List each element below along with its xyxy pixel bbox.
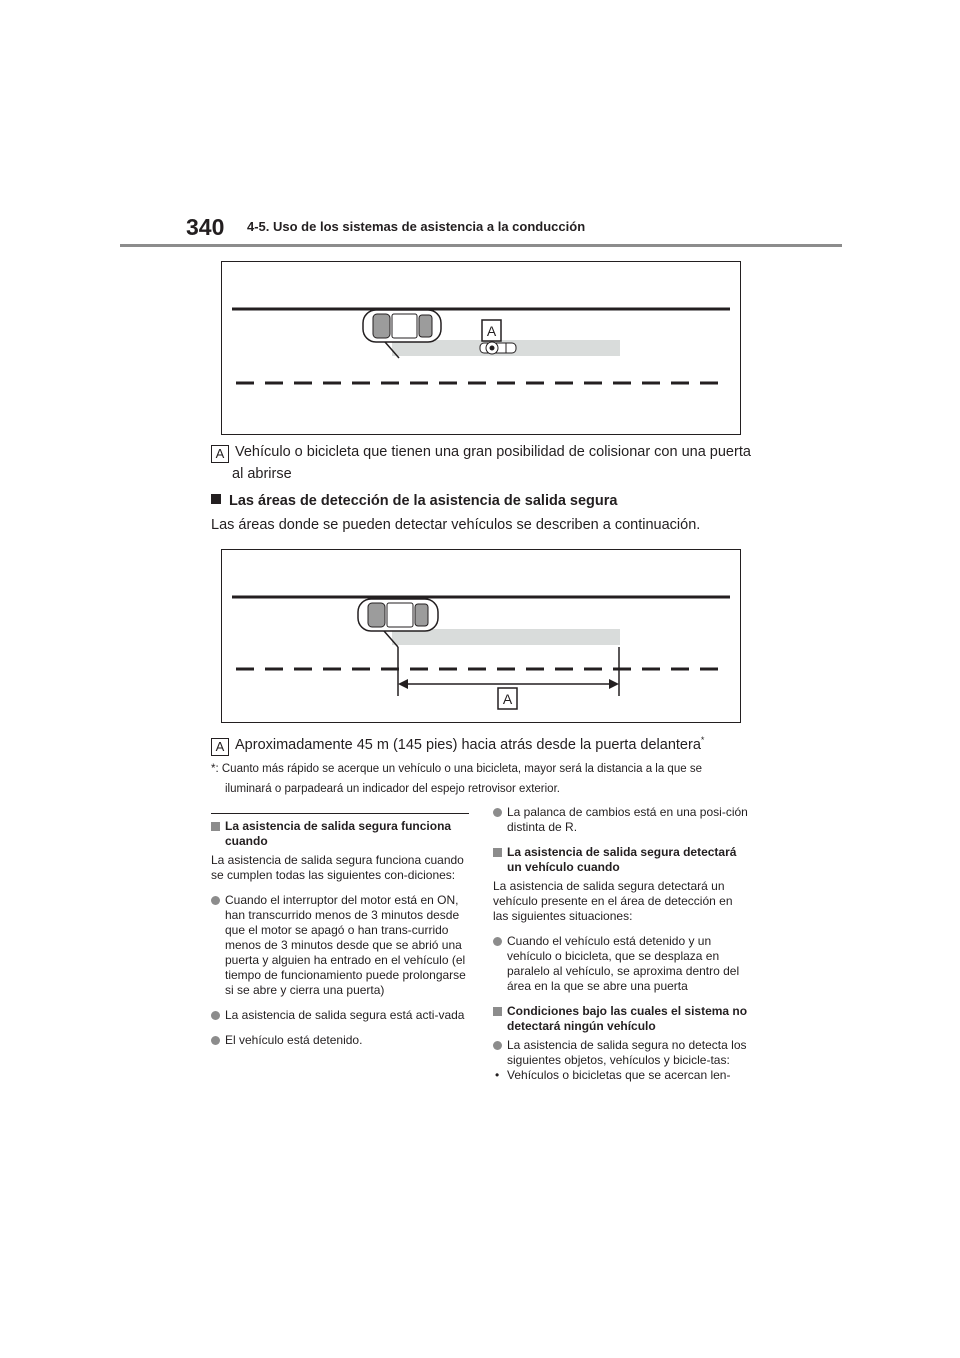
dash-item: • Vehículos o bicicletas que se acercan len- [495,1068,731,1082]
footnote-text: Cuanto más rápido se acerque un vehículo o una bicicleta, mayor será la distancia a la que se iluminará o parpadeará un indicador del espejo retrovisor exterior. [221,763,702,795]
arrow-left-icon [398,679,408,689]
bullet-icon [211,896,220,905]
section-square-icon [211,494,221,504]
bullet-icon [493,937,502,946]
bullet-icon [211,1011,220,1020]
right-column [493,805,751,1083]
list-item: Cuando el interruptor del motor está en ON, han transcurrido menos de 3 minutos desde que el motor se apagó o han trans-currido menos de 3 minutos desde que se abrió una puerta y alguien ha entrado en el vehículo (el tiempo de funcionamiento puede prolongarse si se abre y cierra una puerta) [211,893,469,998]
list-item: La asistencia de salida segura no detecta los siguientes objetos, vehículos y bicicle-tas: [493,1038,751,1068]
bicycle-icon [480,342,516,354]
figure-label-box [482,320,501,341]
bullet-icon [493,808,502,817]
subsection-heading: La asistencia de salida segura detectará un vehículo cuando [493,845,751,875]
square-bullet-icon [493,1007,502,1016]
section-title: 4-5. Uso de los sistemas de asistencia a la conducción [247,219,586,234]
left-column [211,819,469,1058]
list-item: La asistencia de salida segura está acti-vada [211,1008,469,1023]
bullet-icon [211,1036,220,1045]
caption-line-2: al abrirse [232,466,292,482]
caption-badge: A [211,445,229,463]
figure-door-collision [221,261,741,435]
svg-text:A: A [502,691,513,707]
bullet-icon [493,1041,502,1050]
section-heading: Las áreas de detección de la asistencia de salida segura [211,493,617,509]
square-bullet-icon [211,822,220,831]
page-number: 340 [186,214,225,240]
footnote [211,759,751,799]
paragraph: La asistencia de salida segura funciona cuando se cumplen todas las siguientes con-diciones: [211,853,464,882]
list-item: Cuando el vehículo está detenido y un vehículo o bicicleta, que se desplaza en paralelo al vehículo, se aproxima dentro del área en la que se abre una puerta [493,934,751,994]
subsection-heading: Condiciones bajo las cuales el sistema no detectará ningún vehículo [493,1004,751,1034]
arrow-right-icon [609,679,619,689]
header-rule [120,244,842,247]
caption-text: Aproximadamente 45 m (145 pies) hacia atrás desde la puerta delantera [235,736,701,753]
dash-marker: • [495,1068,500,1082]
section-intro: Las áreas donde se pueden detectar vehículos se describen a continuación. [211,517,701,533]
subsection-heading: La asistencia de salida segura funciona cuando [211,819,469,849]
figure1-caption [211,441,751,485]
figure2-caption [211,729,704,756]
caption-line-1: Vehículo o bicicleta que tienen una gran posibilidad de colisionar con una puerta [235,444,751,460]
caption-badge: A [211,738,229,756]
paragraph: La asistencia de salida segura detectará un vehículo presente en el área de detección en las siguientes situaciones: [493,879,733,923]
figure-detection-area [221,549,741,723]
svg-text:A: A [486,323,497,339]
list-item: La palanca de cambios está en una posi-ción distinta de R. [493,805,751,835]
square-bullet-icon [493,848,502,857]
footnote-marker: *: [211,763,219,775]
figure-label-box [498,688,517,709]
column-rule [211,813,469,814]
list-item: El vehículo está detenido. [211,1033,469,1048]
caption-footnote-marker: * [700,735,705,745]
